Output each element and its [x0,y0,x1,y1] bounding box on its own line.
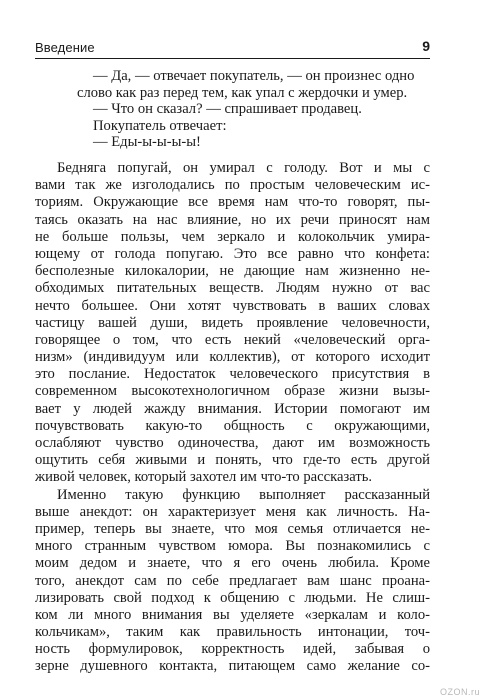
text-line: ком ли много внимания вы уделяете «зеркалам и коло- [35,606,430,623]
text-line: того, анекдот сам по себе предлагает вам шанс проана- [35,572,430,589]
text-line: выше анекдот: он характеризует меня как личность. На- [35,503,430,520]
text-line: живой человек, который захотел им что-то рассказать. [35,469,373,486]
text-line: Именно такую функцию выполняет рассказанный [57,486,430,503]
text-line: частицу вашей души, видеть проявление человечности, [35,314,430,331]
dialog-line: слово как раз перед тем, как упал с жердочки и умер. [77,84,408,101]
paragraph [35,160,430,487]
dialog-line: — Еды-ы-ы-ы-ы! [93,134,201,151]
text-line: кольчикам», таким как правильность интонации, точ- [35,624,430,641]
text-line: ющему от голода попугаю. Это все равно что конфета: [35,245,430,262]
watermark: OZON.ru [439,687,480,697]
text-line: лизировать свой подход к общению с людьми. Не слиш- [35,589,430,606]
text-line: моим дедом и знаете, что я его очень любила. Кроме [35,555,430,572]
text-line: бесполезные килокалории, не дающие нам жизненно не- [35,263,430,280]
text-line: говорящее о том, что есть некий «человеческий орга- [35,331,430,348]
text-line: пример, теперь вы знаете, что моя семья отличается не- [35,520,430,537]
text-line: ность формулировок, корректность идей, забывая о [35,641,430,658]
text-line: зерне душевного контакта, питающем само желание со- [35,658,430,675]
text-line: нечто большее. Они хотят чувствовать в ваших словах [35,297,430,314]
text-line: таясь оказать на нас влияние, но их речи приносят нам [35,211,430,228]
text-line: вами так же изголодались по простым человеческим ис- [35,177,430,194]
text-line: ощутить себя живыми и понять, что где-то есть другой [35,452,430,469]
text-line: низм» (индивидуум или коллектив), от которого исходит [35,349,430,366]
text-line: современном высокотехнологичном образе жизни вызы- [35,383,430,400]
text-line: вает у людей жажду внимания. Истории помогают им [35,400,430,417]
text-line: обходимых питательных веществ. Людям нужно от вас [35,280,430,297]
text-line: ториям. Окружающие все время нам что-то говорят, пы- [35,194,430,211]
dialog-block [35,68,430,151]
text-line: не больше пользы, чем зеркало и колокольчик умира- [35,228,430,245]
text-line: Бедняга попугай, он умирал с голоду. Вот и мы с [57,160,430,176]
text-line: ослабляют чувство одиночества, дают им возможность [35,435,430,451]
paragraph [35,487,430,676]
text-line: это послание. Недостаток человеческого присутствия в [35,366,430,383]
dialog-line: — Да, — отвечает покупатель, — он произнес одно [93,68,415,84]
chapter-title: Введение [35,40,95,55]
running-header [35,40,430,59]
body-text [35,160,430,676]
dialog-line: Покупатель отвечает: [93,117,227,134]
dialog-line: — Что он сказал? — спрашивает продавец. [93,101,362,118]
text-line: почувствовать какую-то общность с окружающими, [35,417,430,434]
text-line: много странным чувством юмора. Вы познакомились с [35,538,430,555]
page-number: 9 [422,38,430,54]
